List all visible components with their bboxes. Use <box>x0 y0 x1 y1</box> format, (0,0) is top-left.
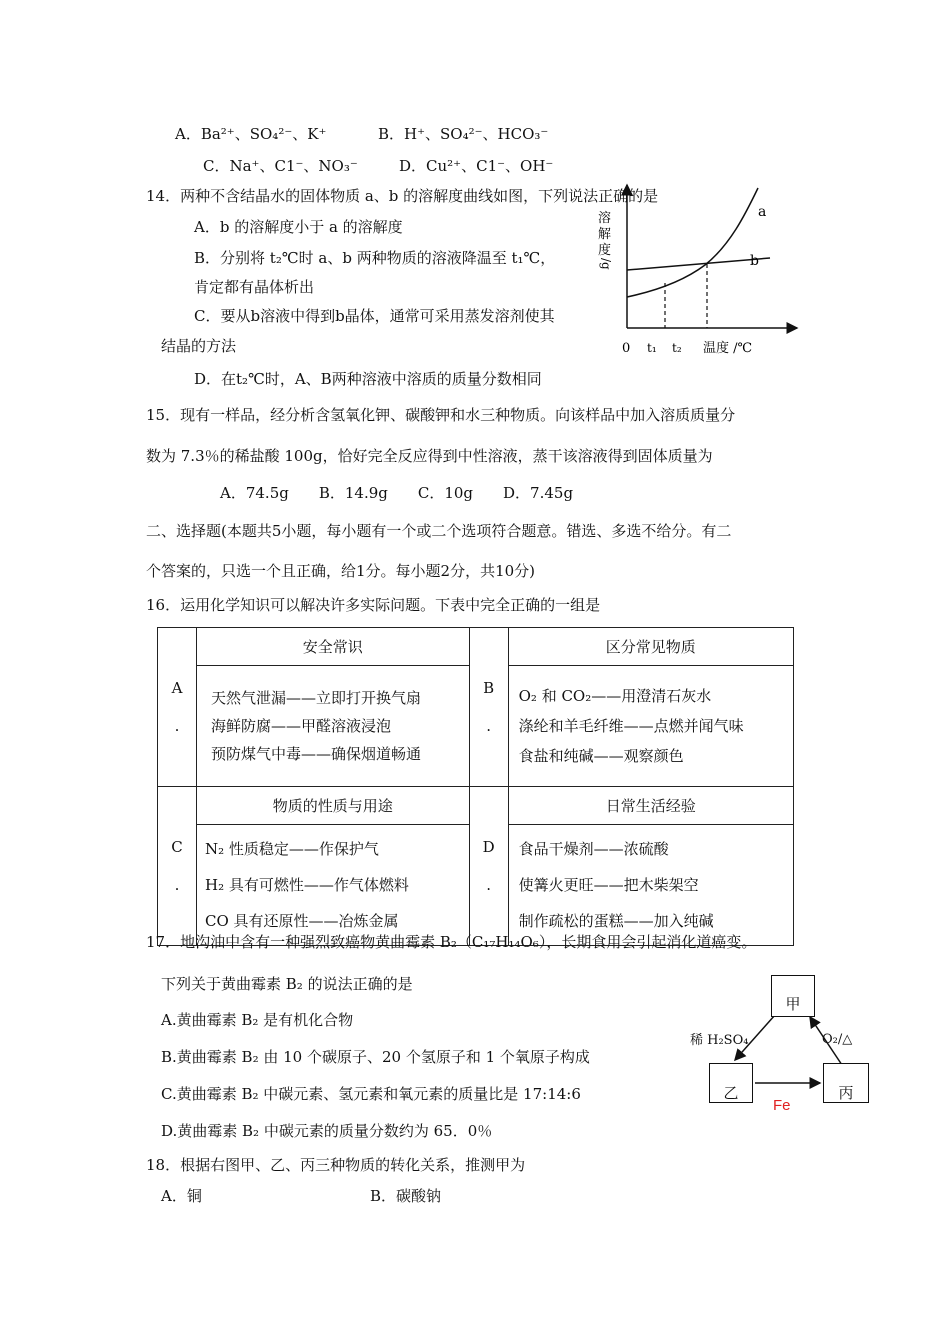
q17-option-a: A.黄曲霉素 B₂ 是有机化合物 <box>161 1011 354 1029</box>
q18-option-b: B．碳酸钠 <box>370 1187 442 1205</box>
q14-option-d: D．在t₂℃时，A、B两种溶液中溶质的质量分数相同 <box>194 370 542 388</box>
q16-cell-c-head: 物质的性质与用途 <box>197 787 470 825</box>
q16-b-item-2: 涤纶和羊毛纤维——点燃并闻气味 <box>518 717 744 735</box>
y-label-char-1: 溶 <box>598 211 612 226</box>
q14-option-b-line2: 肯定都有晶体析出 <box>194 278 315 296</box>
q13-option-b: B．H⁺、SO₄²⁻、HCO₃⁻ <box>378 125 549 143</box>
q16-c-item-3: CO 具有还原性——冶炼金属 <box>205 912 399 930</box>
q17-option-c: C.黄曲霉素 B₂ 中碳元素、氢元素和氧元素的质量比是 17:14:6 <box>161 1085 581 1103</box>
q16-c-item-2: H₂ 具有可燃性——作气体燃料 <box>205 876 409 894</box>
q15-stem-line2: 数为 7.3％的稀盐酸 100g，恰好完全反应得到中性溶液，蒸干该溶液得到固体质量为 <box>146 447 713 465</box>
q14-option-a: A．b 的溶解度小于 a 的溶解度 <box>194 218 403 236</box>
q16-a-item-3: 预防煤气中毒——确保烟道畅通 <box>211 745 422 763</box>
y-label-char-3: 度 <box>598 243 612 258</box>
q16-d-item-3: 制作疏松的蛋糕——加入纯碱 <box>518 912 714 930</box>
q14-option-c-line1: C．要从b溶液中得到b晶体，通常可采用蒸发溶剂使其 <box>194 307 555 325</box>
q17-option-b: B.黄曲霉素 B₂ 由 10 个碳原子、20 个氢原子和 1 个氧原子构成 <box>161 1048 590 1066</box>
q16-a-item-1: 天然气泄漏——立即打开换气扇 <box>211 689 422 707</box>
q16-a-item-2: 海鲜防腐——甲醛溶液浸泡 <box>211 717 392 735</box>
y-label-char-2: 解 <box>598 227 612 242</box>
q16-table <box>157 627 794 946</box>
q15-options: A．74.5g B．14.9g C．10g D．7.45g <box>220 484 574 502</box>
q16-cell-a-letter: A . <box>158 628 197 787</box>
q16-d-item-2: 使篝火更旺——把木柴架空 <box>518 876 699 894</box>
q16-cell-d-letter: D . <box>469 787 508 946</box>
curve-b-label: b <box>750 253 759 269</box>
label-dilute-h2so4: 稀 H₂SO₄ <box>690 1033 749 1048</box>
q18-stem: 18．根据右图甲、乙、丙三种物质的转化关系，推测甲为 <box>146 1156 526 1174</box>
q14-stem: 14．两种不含结晶水的固体物质 a、b 的溶解度曲线如图，下列说法正确的是 <box>146 187 659 205</box>
q16-cell-b-body <box>508 666 793 787</box>
q17-option-d: D.黄曲霉素 B₂ 中碳元素的质量分数约为 65．0％ <box>161 1122 493 1140</box>
q16-cell-b-letter: B . <box>469 628 508 787</box>
label-fe: Fe <box>773 1097 791 1114</box>
x-tick-t2: t₂ <box>672 341 682 355</box>
q16-c-item-1: N₂ 性质稳定——作保护气 <box>205 840 379 858</box>
q16-cell-a-body <box>197 666 470 787</box>
solubility-chart <box>590 180 810 360</box>
box-jia: 甲 <box>771 975 815 1017</box>
q15-stem-line1: 15．现有一样品，经分析含氢氧化钾、碳酸钾和水三种物质。向该样品中加入溶质质量分 <box>146 406 736 424</box>
q13-option-c: C．Na⁺、C1⁻、NO₃⁻ <box>203 157 358 175</box>
x-axis-label: 温度 /℃ <box>703 341 753 356</box>
label-o2-heat: O₂/△ <box>822 1032 853 1047</box>
x-tick-0: 0 <box>622 341 631 356</box>
box-yi: 乙 <box>709 1063 753 1103</box>
q16-cell-a-head: 安全常识 <box>197 628 470 666</box>
q16-cell-c-body <box>197 825 470 946</box>
y-label-unit: /g <box>599 258 613 270</box>
q13-option-a: A．Ba²⁺、SO₄²⁻、K⁺ <box>175 125 327 143</box>
curve-b <box>627 258 770 270</box>
q16-b-item-1: O₂ 和 CO₂——用澄清石灰水 <box>518 687 712 705</box>
section2-header-line2: 个答案的，只选一个且正确，给1分。每小题2分，共10分) <box>146 562 536 580</box>
q16-stem: 16．运用化学知识可以解决许多实际问题。下表中完全正确的一组是 <box>146 596 601 614</box>
curve-a-label: a <box>758 204 767 220</box>
curve-a <box>627 188 758 297</box>
q14-option-c-line2: 结晶的方法 <box>161 337 237 355</box>
x-tick-t1: t₁ <box>647 341 657 355</box>
section2-header-line1: 二、选择题(本题共5小题，每小题有一个或二个选项符合题意。错选、多选不给分。有二 <box>146 522 732 540</box>
q16-cell-d-body <box>508 825 793 946</box>
box-bing: 丙 <box>823 1063 869 1103</box>
q16-cell-c-letter: C . <box>158 787 197 946</box>
q18-option-a: A．铜 <box>161 1187 202 1205</box>
q16-b-item-3: 食盐和纯碱——观察颜色 <box>518 747 684 765</box>
q13-option-d: D．Cu²⁺、C1⁻、OH⁻ <box>399 157 554 175</box>
q16-cell-b-head: 区分常见物质 <box>508 628 793 666</box>
q16-cell-d-head: 日常生活经验 <box>508 787 793 825</box>
q17-stem-line2: 下列关于黄曲霉素 B₂ 的说法正确的是 <box>161 975 413 993</box>
q14-option-b-line1: B．分别将 t₂℃时 a、b 两种物质的溶液降温至 t₁℃， <box>194 249 556 267</box>
q16-d-item-1: 食品干燥剂——浓硫酸 <box>518 840 669 858</box>
q17-stem-line1: 17．地沟油中含有一种强烈致癌物黄曲霉素 B₂（C₁₇H₁₄O₆），长期食用会引起消化道癌变。 <box>146 933 757 951</box>
